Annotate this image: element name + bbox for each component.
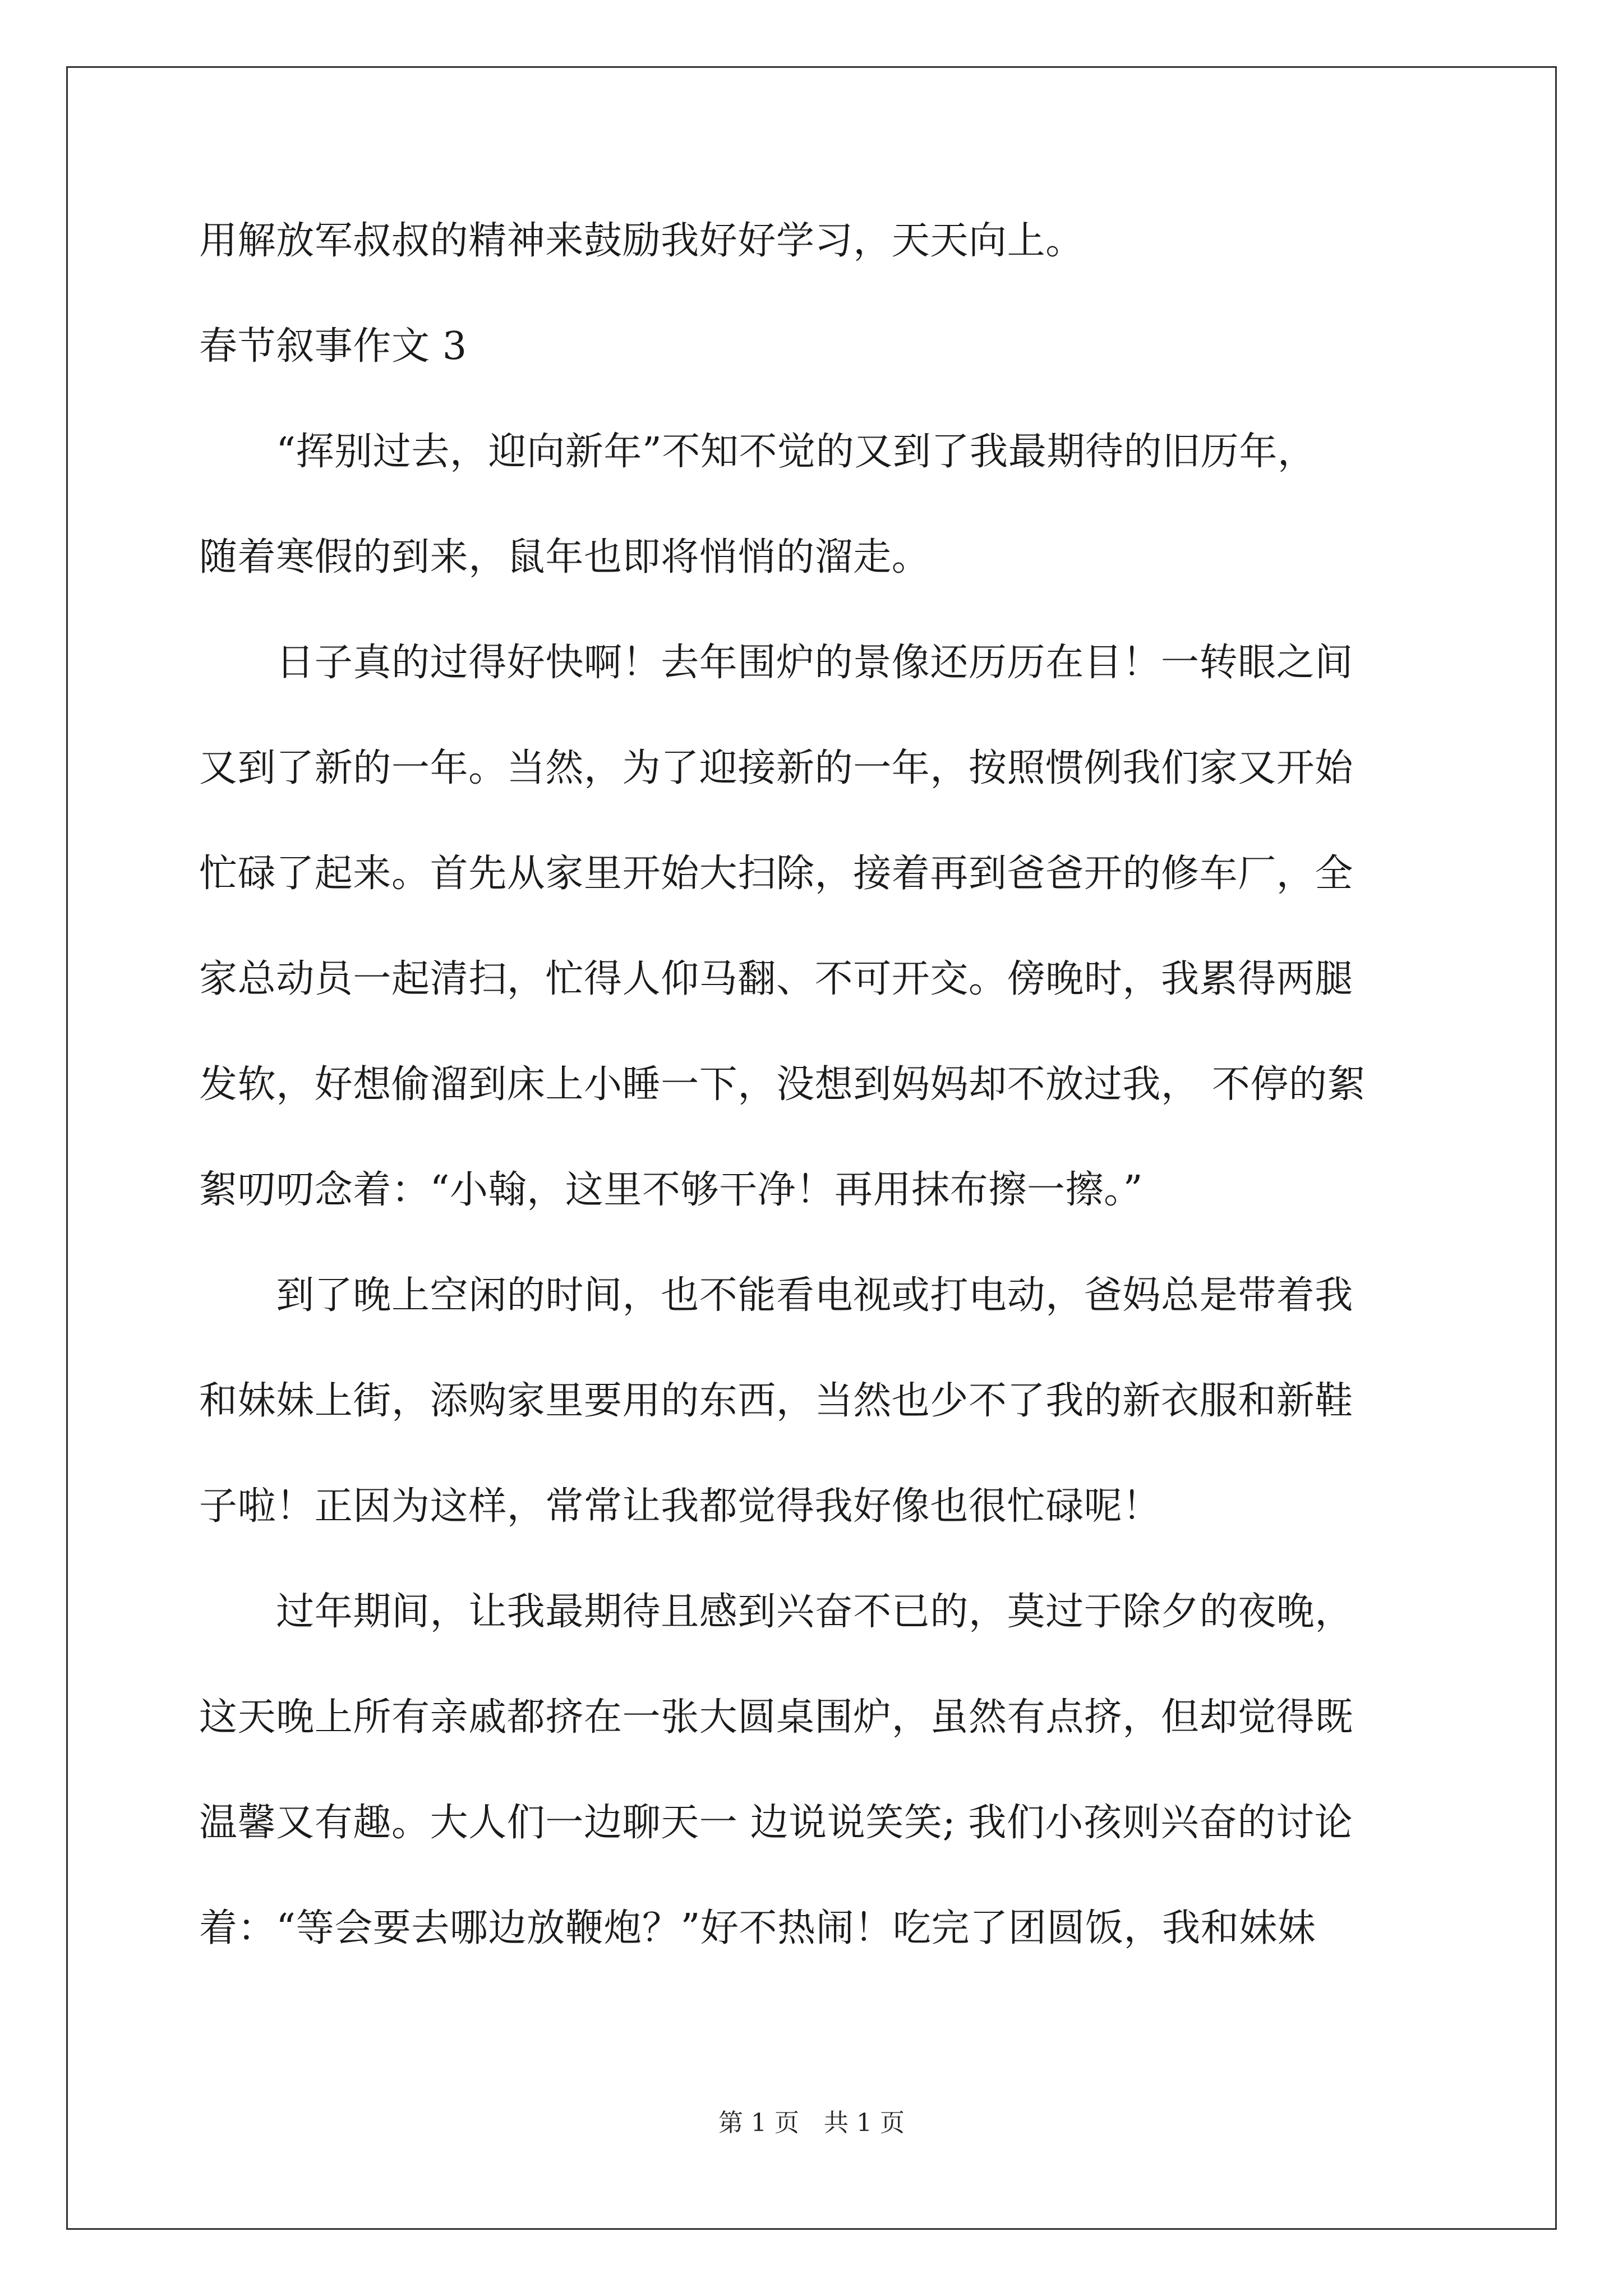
text-line: 温馨又有趣。大人们一边聊天一 边说说笑笑; 我们小孩则兴奋的讨论: [199, 1801, 1353, 1845]
section-heading: 春节叙事作文 3: [199, 324, 467, 369]
text-line: 着：“等会要去哪边放鞭炮？”好不热闹！吃完了团圆饭，我和妹妹: [199, 1906, 1316, 1950]
text-line: 用解放军叔叔的精神来鼓励我好好学习，天天向上。: [199, 219, 1084, 263]
text-line: 又到了新的一年。当然，为了迎接新的一年，按照惯例我们家又开始: [199, 746, 1354, 790]
text-line: 这天晚上所有亲戚都挤在一张大圆桌围炉，虽然有点挤，但却觉得既: [199, 1695, 1354, 1740]
text-line: 子啦！正因为这样，常常让我都觉得我好像也很忙碌呢！: [199, 1484, 1161, 1529]
text-line: 过年期间，让我最期待且感到兴奋不已的，莫过于除夕的夜晚，: [199, 1590, 1354, 1634]
text-line: 随着寒假的到来，鼠年也即将悄悄的溜走。: [199, 535, 930, 579]
text-line: 絮叨叨念着：“小翰，这里不够干净！再用抹布擦一擦。”: [199, 1168, 1144, 1212]
text-line: 家总动员一起清扫，忙得人仰马翻、不可开交。傍晚时，我累得两腿: [199, 957, 1354, 1001]
text-line: 到了晚上空闲的时间，也不能看电视或打电动，爸妈总是带着我: [199, 1273, 1354, 1318]
text-line: 忙碌了起来。首先从家里开始大扫除，接着再到爸爸开的修车厂，全: [199, 852, 1354, 896]
text-line: 日子真的过得好快啊！去年围炉的景像还历历在目！一转眼之间: [199, 641, 1354, 685]
text-line: “挥别过去，迎向新年”不知不觉的又到了我最期待的旧历年，: [199, 430, 1316, 474]
page-number-footer: 第 1 页 共 1 页: [718, 2109, 905, 2137]
text-line: 发软，好想偷溜到床上小睡一下，没想到妈妈却不放过我， 不停的絮: [199, 1062, 1366, 1107]
text-line: 和妹妹上街，添购家里要用的东西，当然也少不了我的新衣服和新鞋: [199, 1379, 1354, 1423]
document-body: [199, 219, 1433, 1951]
